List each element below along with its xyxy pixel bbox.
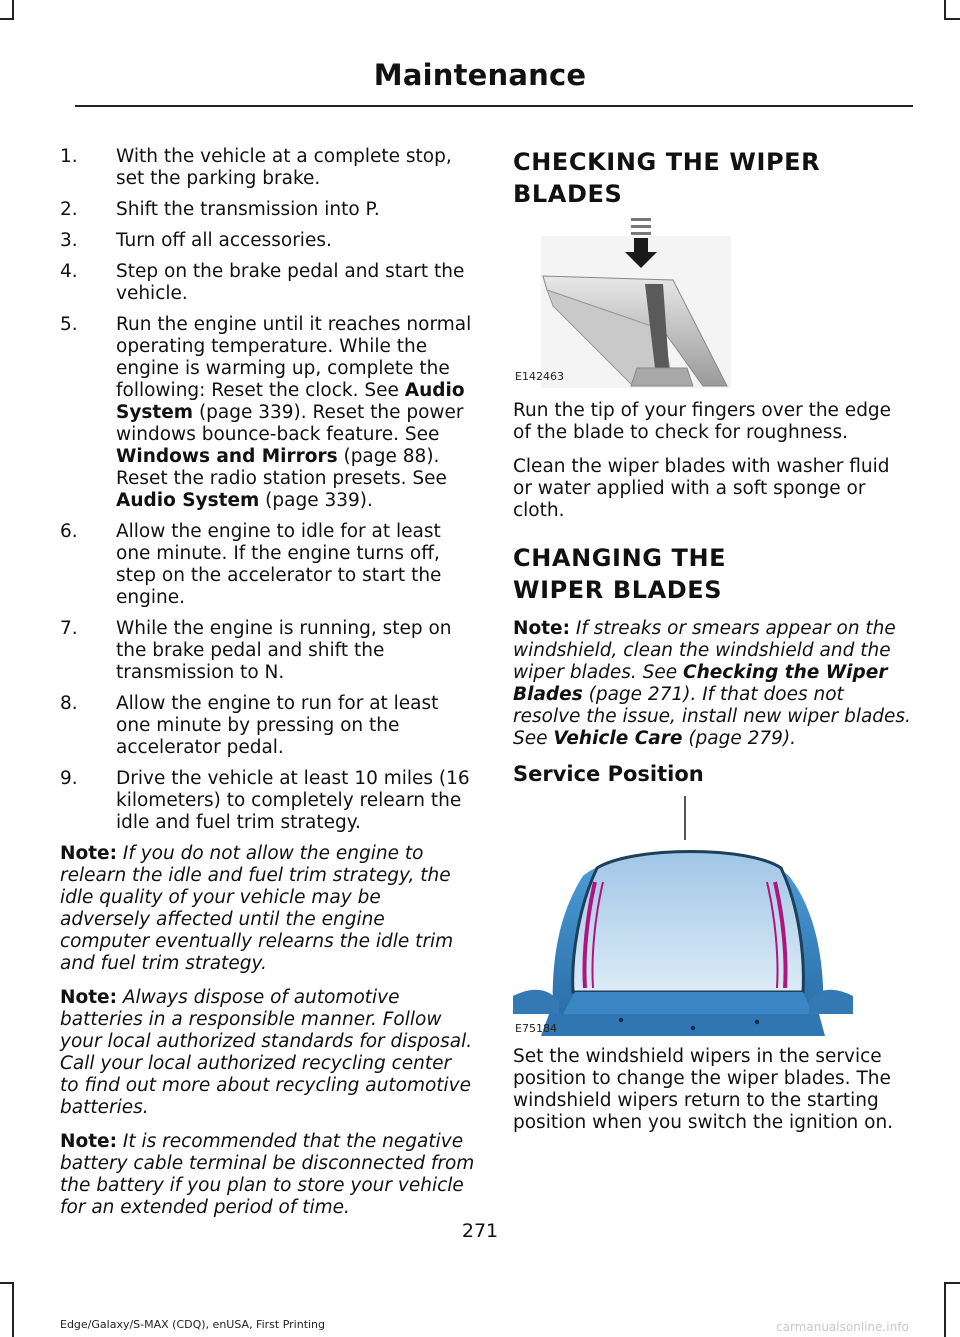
note-paragraph: Note: It is recommended that the negative battery cable terminal be disconnected from the battery if you plan to store your vehicle for an extended period of time. — [60, 1131, 475, 1218]
crop-mark-bottom-right-h — [944, 1282, 960, 1284]
cross-reference-link[interactable]: Vehicle Care — [553, 728, 683, 749]
car-windshield-illustration — [513, 796, 853, 1036]
edition-footer: Edge/Galaxy/S-MAX (CDQ), enUSA, First Printing — [60, 1318, 326, 1331]
crop-mark-top-right — [944, 0, 946, 20]
crop-mark-bottom-left — [12, 1282, 14, 1337]
subsection-heading: Service Position — [513, 762, 704, 786]
cross-reference-link[interactable]: Windows and Mirrors — [116, 446, 338, 467]
header-divider — [75, 105, 913, 107]
watermark: carmanualsonline.info — [776, 1320, 909, 1334]
body-paragraph: Clean the wiper blades with washer fluid or water applied with a soft sponge or cloth. — [513, 456, 890, 521]
crop-mark-top-left-h — [0, 18, 14, 20]
left-column — [60, 146, 475, 1231]
wiper-blade-illustration — [513, 218, 733, 388]
crop-mark-bottom-left-h — [0, 1282, 14, 1284]
section-heading-checking: CHECKING THE WIPER BLADES — [513, 148, 821, 208]
cross-reference-link[interactable]: Audio System — [116, 490, 260, 511]
cross-reference-link[interactable]: Checking the Wiper Blades — [513, 662, 888, 705]
step-item: 5. Run the engine until it reaches normal operating temperature. While the engine is warming up, complete the following: Reset the clock. See Audio System (page 339). Reset the power windows bounce-back feature. See Windows and Mirrors (page 88). Reset the radio station presets. See Audio System (page 339). — [60, 314, 472, 511]
crop-mark-bottom-right — [944, 1282, 946, 1337]
step-item: 2. Shift the transmission into P. — [60, 199, 380, 220]
step-item: 4. Step on the brake pedal and start the vehicle. — [60, 261, 465, 304]
wiper-blade-figure — [513, 218, 733, 388]
cross-reference-link[interactable]: Audio System — [116, 380, 465, 423]
crop-mark-top-left — [12, 0, 14, 20]
step-item: 8. Allow the engine to run for at least one minute by pressing on the accelerator pedal. — [60, 693, 439, 758]
step-item: 6. Allow the engine to idle for at least one minute. If the engine turns off, step on the accelerator to start the engine. — [60, 521, 442, 608]
note-paragraph: Note: If streaks or smears appear on the windshield, clean the windshield and the wiper blades. See Checking the Wiper Blades (page 271). If that does not resolve the issue, install new wiper blades. See Vehicle Care (page 279). — [513, 618, 911, 749]
page-number: 271 — [461, 1220, 499, 1242]
crop-mark-top-right-h — [944, 18, 960, 20]
section-heading-changing: CHANGING THE WIPER BLADES — [513, 544, 727, 604]
note-paragraph: Note: Always dispose of automotive batteries in a responsible manner. Follow your local authorized standards for disposal. Call your local authorized recycling center to find out more about recycling automotive batteries. — [60, 987, 473, 1118]
figure-code: E142463 — [515, 370, 564, 383]
step-item: 7. While the engine is running, step on the brake pedal and shift the transmission to N. — [60, 618, 452, 683]
page-title: Maintenance — [373, 58, 587, 92]
procedure-steps — [60, 146, 475, 834]
step-item: 1. With the vehicle at a complete stop, set the parking brake. — [60, 146, 452, 189]
body-paragraph: Run the tip of your fingers over the edge of the blade to check for roughness. — [513, 400, 892, 443]
step-item: 9. Drive the vehicle at least 10 miles (16 kilometers) to completely relearn the idle and fuel trim strategy. — [60, 768, 470, 833]
right-column — [513, 146, 913, 1146]
step-item: 3. Turn off all accessories. — [60, 230, 332, 251]
body-paragraph: Set the windshield wipers in the service position to change the wiper blades. The windshield wipers return to the starting position when you switch the ignition on. — [513, 1046, 894, 1133]
figure-code: E75184 — [515, 1022, 557, 1035]
service-position-figure — [513, 796, 853, 1036]
note-paragraph: Note: If you do not allow the engine to relearn the idle and fuel trim strategy, the idle quality of your vehicle may be adversely affected until the engine computer eventually relearns the idle trim and fuel trim strategy. — [60, 843, 454, 974]
